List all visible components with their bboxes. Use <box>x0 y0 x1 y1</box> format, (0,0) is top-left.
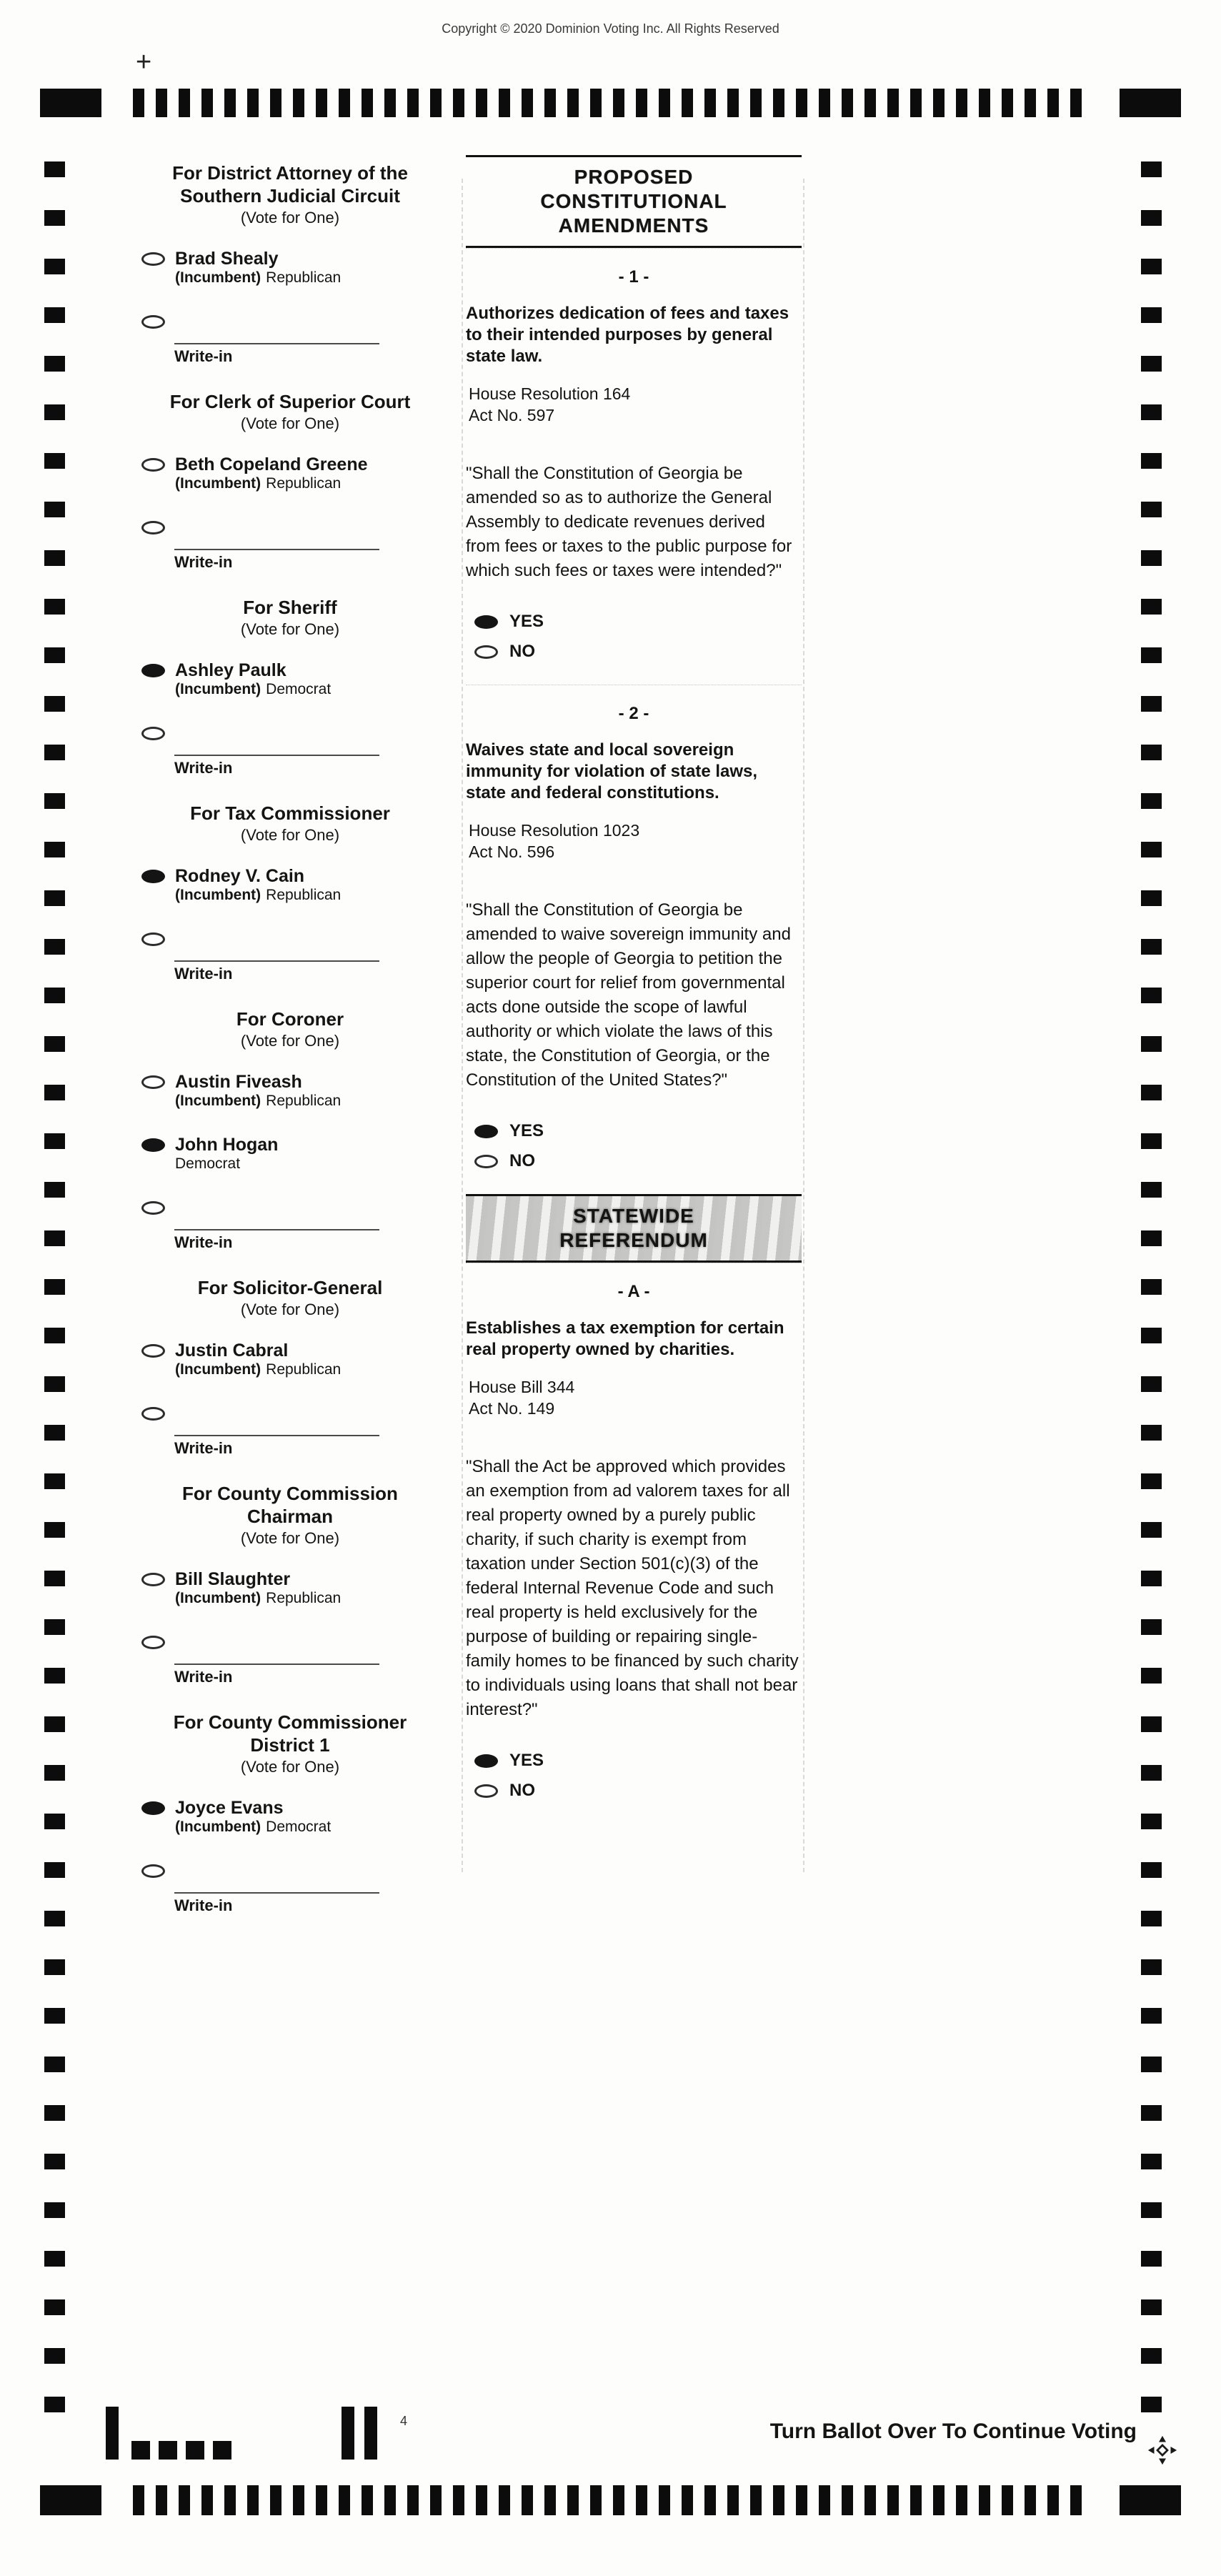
candidate-party-line <box>175 680 331 699</box>
barcode-bar <box>342 2407 354 2460</box>
write-in-oval-row <box>141 1403 460 1421</box>
write-in-oval[interactable] <box>141 1407 165 1421</box>
write-in-line[interactable] <box>174 549 379 550</box>
candidate-incumbent-label: (Incumbent) <box>175 1361 261 1378</box>
write-in-oval-row <box>141 312 460 329</box>
write-in-label: Write-in <box>174 1896 233 1914</box>
measure-reference-line: Act No. 149 <box>469 1399 555 1418</box>
write-in-label: Write-in <box>174 759 233 777</box>
candidate-incumbent-label: (Incumbent) <box>175 887 261 903</box>
candidate-name: Brad Shealy <box>175 249 279 269</box>
candidate-party-line <box>175 1818 331 1836</box>
measure-reference <box>466 1376 802 1419</box>
contest-title: For Sheriff <box>243 597 337 618</box>
write-in-oval-row <box>141 517 460 534</box>
write-in-oval-row <box>141 1632 460 1649</box>
candidate-incumbent-label: (Incumbent) <box>175 681 261 697</box>
barcode-square <box>131 2441 150 2460</box>
write-in-oval-row <box>141 929 460 946</box>
measure-question: "Shall the Constitution of Georgia be amended to waive sovereign immunity and allow the people of Georgia to petition the superior court for relief from governmental acts done outside the scope of lawful authority or which violate the laws of this state, the Constitution of Georgia, or the Constitution of the United States?" <box>466 900 791 1090</box>
measure-number: - A - <box>617 1282 650 1301</box>
candidate-party: Democrat <box>266 681 332 697</box>
column-separator <box>462 179 463 1872</box>
candidate-name: Bill Slaughter <box>175 1569 291 1589</box>
timing-bars <box>133 89 1088 117</box>
barcode-bar <box>364 2407 377 2460</box>
candidate-party: Republican <box>266 1361 342 1378</box>
measure-reference-line: House Resolution 164 <box>469 384 631 403</box>
write-in-oval[interactable] <box>141 727 165 740</box>
candidate-oval[interactable] <box>141 458 165 472</box>
candidate-text <box>175 660 331 699</box>
candidate-incumbent-label: (Incumbent) <box>175 1590 261 1606</box>
timing-marks-right <box>1141 161 1162 2432</box>
measure-summary: Authorizes dedication of fees and taxes to their intended purposes by general state law. <box>466 304 789 366</box>
yes-oval[interactable] <box>474 615 498 629</box>
vote-for-instruction: (Vote for One) <box>240 1529 340 1547</box>
candidate-party: Republican <box>266 475 342 492</box>
contest-commissioner-district-1 <box>120 1706 460 1915</box>
candidate-incumbent-label: (Incumbent) <box>175 1093 261 1109</box>
measure-reference-line: Act No. 597 <box>469 406 555 424</box>
measure-question: "Shall the Constitution of Georgia be amended so as to authorize the General Assembly to dedicate revenues derived from fees or taxes to the public purpose for which such fees or taxes were intended?" <box>466 464 792 580</box>
candidate-text <box>175 866 341 905</box>
contest-title: For County Commissioner District 1 <box>173 1711 407 1756</box>
write-in-line[interactable] <box>174 1435 379 1436</box>
vote-for-instruction: (Vote for One) <box>240 826 340 844</box>
measure-reference-line: Act No. 596 <box>469 842 555 861</box>
measure-reference <box>466 383 802 426</box>
candidate-row <box>141 1341 460 1379</box>
measures-column <box>466 155 802 1824</box>
candidate-party-line <box>175 474 368 493</box>
timing-corner-block <box>40 2485 101 2515</box>
yes-oval[interactable] <box>474 1754 498 1768</box>
write-in-line[interactable] <box>174 960 379 962</box>
vote-for-instruction: (Vote for One) <box>240 1758 340 1776</box>
contest-solicitor-general <box>120 1272 460 1458</box>
candidate-name: Austin Fiveash <box>175 1072 302 1092</box>
measure-reference-line: House Bill 344 <box>469 1378 575 1396</box>
no-oval[interactable] <box>474 1784 498 1798</box>
barcode-square <box>186 2441 204 2460</box>
yes-choice-row <box>474 1121 802 1141</box>
candidate-row <box>141 1569 460 1608</box>
copyright-text: Copyright © 2020 Dominion Voting Inc. All Rights Reserved <box>442 21 779 36</box>
timing-marks-top <box>40 89 1181 117</box>
candidate-party: Republican <box>266 887 342 903</box>
amendment-2 <box>466 685 802 1194</box>
candidate-text <box>175 1798 331 1836</box>
barcode-bar <box>106 2407 119 2460</box>
vote-for-instruction: (Vote for One) <box>240 1301 340 1318</box>
candidate-party: Republican <box>266 1590 342 1606</box>
candidate-oval[interactable] <box>141 252 165 266</box>
timing-marks-bottom <box>40 2485 1181 2515</box>
write-in-oval[interactable] <box>141 521 165 534</box>
vote-for-instruction: (Vote for One) <box>240 620 340 638</box>
no-label: NO <box>509 642 535 661</box>
write-in-line[interactable] <box>174 1229 379 1230</box>
contest-commission-chairman <box>120 1478 460 1686</box>
write-in-oval[interactable] <box>141 1864 165 1878</box>
candidate-text <box>175 454 368 493</box>
candidate-oval[interactable] <box>141 870 165 883</box>
candidate-row <box>141 1072 460 1110</box>
amendment-1 <box>466 248 802 685</box>
write-in-line[interactable] <box>174 755 379 756</box>
no-oval[interactable] <box>474 1155 498 1168</box>
barcode-square <box>213 2441 231 2460</box>
write-in-line[interactable] <box>174 343 379 344</box>
measure-reference-line: House Resolution 1023 <box>469 821 640 840</box>
contest-title: For County Commission Chairman <box>182 1483 398 1527</box>
candidate-party: Democrat <box>175 1155 241 1172</box>
write-in-label: Write-in <box>174 965 233 983</box>
candidate-oval[interactable] <box>141 1344 165 1358</box>
write-in-label: Write-in <box>174 1439 233 1457</box>
candidate-text <box>175 1341 341 1379</box>
printer-barcode <box>106 2407 387 2460</box>
no-choice-row <box>474 642 802 662</box>
candidate-name: Rodney V. Cain <box>175 866 305 886</box>
write-in-oval[interactable] <box>141 933 165 946</box>
candidate-party-line <box>175 1361 341 1379</box>
no-choice-row <box>474 1151 802 1171</box>
measure-summary: Waives state and local sovereign immunity for violation of state laws, state and federal constitutions. <box>466 740 758 802</box>
write-in-oval[interactable] <box>141 1201 165 1215</box>
contest-title: For Clerk of Superior Court <box>169 391 411 412</box>
referendum-header: STATEWIDE REFERENDUM <box>466 1194 802 1263</box>
contest-title: For Coroner <box>236 1008 344 1030</box>
candidate-party: Democrat <box>266 1819 332 1835</box>
vote-for-instruction: (Vote for One) <box>240 1032 340 1050</box>
contest-title: For Solicitor-General <box>197 1277 383 1298</box>
candidate-party-line <box>175 1155 278 1173</box>
candidate-text <box>175 1135 278 1173</box>
write-in-label: Write-in <box>174 1233 233 1251</box>
contest-district-attorney <box>120 157 460 366</box>
vote-for-instruction: (Vote for One) <box>240 414 340 432</box>
candidate-name: Beth Copeland Greene <box>175 454 368 474</box>
timing-corner-block <box>1120 89 1181 117</box>
candidate-row <box>141 454 460 493</box>
yes-label: YES <box>509 612 544 631</box>
yes-choice-row <box>474 1751 802 1771</box>
candidate-text <box>175 1072 341 1110</box>
candidate-party-line <box>175 1092 341 1110</box>
write-in-label: Write-in <box>174 347 233 365</box>
no-choice-row <box>474 1781 802 1801</box>
no-label: NO <box>509 1151 535 1170</box>
candidate-row <box>141 866 460 905</box>
registration-compass-mark <box>1146 2434 1179 2467</box>
candidate-oval[interactable] <box>141 1801 165 1815</box>
yes-label: YES <box>509 1751 544 1770</box>
write-in-line[interactable] <box>174 1892 379 1894</box>
candidate-party-line <box>175 886 341 905</box>
candidate-incumbent-label: (Incumbent) <box>175 269 261 286</box>
candidate-text <box>175 1569 341 1608</box>
turn-ballot-instruction: Turn Ballot Over To Continue Voting <box>769 2420 1137 2443</box>
candidate-incumbent-label: (Incumbent) <box>175 475 261 492</box>
candidate-party: Republican <box>266 269 342 286</box>
measure-summary: Establishes a tax exemption for certain real property owned by charities. <box>466 1318 784 1359</box>
candidate-oval[interactable] <box>141 1138 165 1152</box>
amendments-header: PROPOSED CONSTITUTIONAL AMENDMENTS <box>466 155 802 248</box>
candidate-row <box>141 249 460 287</box>
write-in-oval-row <box>141 723 460 740</box>
measure-question: "Shall the Act be approved which provides an exemption from ad valorem taxes for all real property owned by a purely public charity, if such charity is exempt from taxation under Section 501(c)(3) of the federal Internal Revenue Code and such real property is held exclusively for the purpose of building or repairing single-family homes to be financed by such charity to individuals using loans that shall not bear interest?" <box>466 1457 799 1719</box>
candidate-name: Justin Cabral <box>175 1341 289 1361</box>
candidate-name: John Hogan <box>175 1135 279 1155</box>
print-mark: 4 <box>400 2414 408 2428</box>
candidate-oval[interactable] <box>141 1573 165 1586</box>
candidate-name: Joyce Evans <box>175 1798 284 1818</box>
write-in-oval[interactable] <box>141 315 165 329</box>
candidate-row <box>141 660 460 699</box>
registration-plus-mark: + <box>136 47 152 77</box>
yes-oval[interactable] <box>474 1125 498 1138</box>
no-oval[interactable] <box>474 645 498 659</box>
timing-corner-block <box>40 89 101 117</box>
contests-column <box>120 157 460 1935</box>
contest-tax-commissioner <box>120 797 460 983</box>
candidate-party-line <box>175 269 341 287</box>
write-in-label: Write-in <box>174 553 233 571</box>
measure-number: - 1 - <box>618 267 649 287</box>
vote-for-instruction: (Vote for One) <box>240 209 340 227</box>
no-label: NO <box>509 1781 535 1800</box>
contest-sheriff <box>120 592 460 777</box>
referendum-a <box>466 1263 802 1824</box>
write-in-line[interactable] <box>174 1664 379 1665</box>
contest-clerk-superior-court <box>120 386 460 572</box>
candidate-name: Ashley Paulk <box>175 660 286 680</box>
measure-reference <box>466 820 802 862</box>
write-in-oval-row <box>141 1861 460 1878</box>
candidate-oval[interactable] <box>141 1075 165 1089</box>
timing-marks-left <box>44 161 65 2432</box>
timing-bars <box>133 2485 1088 2515</box>
candidate-row <box>141 1135 460 1173</box>
yes-choice-row <box>474 612 802 632</box>
yes-label: YES <box>509 1121 544 1140</box>
candidate-row <box>141 1798 460 1836</box>
candidate-oval[interactable] <box>141 664 165 677</box>
write-in-oval-row <box>141 1198 460 1215</box>
column-separator <box>803 179 804 1872</box>
candidate-text <box>175 249 341 287</box>
timing-corner-block <box>1120 2485 1181 2515</box>
contest-coroner <box>120 1003 460 1252</box>
contest-title: For District Attorney of the Southern Judicial Circuit <box>172 162 408 207</box>
candidate-party-line <box>175 1589 341 1608</box>
contest-title: For Tax Commissioner <box>190 802 390 824</box>
candidate-incumbent-label: (Incumbent) <box>175 1819 261 1835</box>
barcode-square <box>159 2441 177 2460</box>
write-in-oval[interactable] <box>141 1636 165 1649</box>
measure-number: - 2 - <box>618 704 649 723</box>
candidate-party: Republican <box>266 1093 342 1109</box>
write-in-label: Write-in <box>174 1668 233 1686</box>
